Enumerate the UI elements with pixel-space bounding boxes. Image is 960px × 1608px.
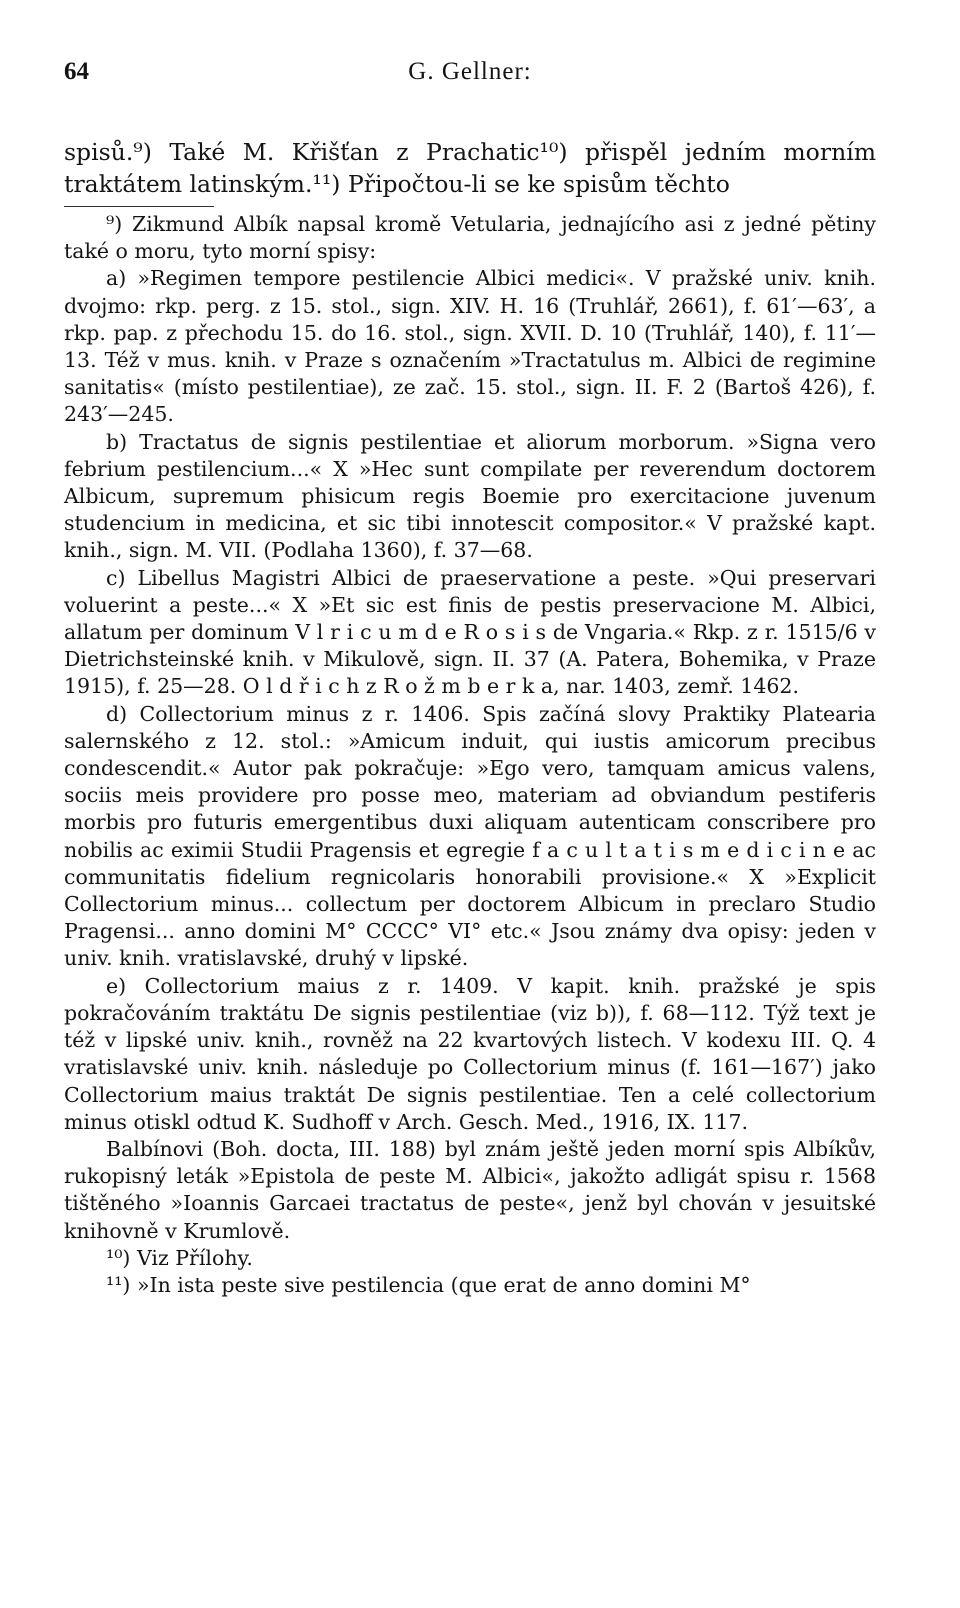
footnote-9-item-e: e) Collectorium maius z r. 1409. V kapit. knih. pražské je spis pokračováním traktátu De signis pestilentiae (viz b)), f. 68—112. Týž text je též v lipské univ. knih., rovněž na 22 kvartových listech. V kodexu III. Q. 4 vratislavské univ. knih. následuje po Collectorium minus (f. 161—167′) jako Collectorium maius traktát De signis pestilentiae. Ten a celé collectorium minus otiskl odtud K. Sudhoff v Arch. Gesch. Med., 1916, IX. 117. — [64, 973, 876, 1134]
running-head: G. Gellner: — [408, 58, 532, 85]
page-header — [64, 58, 876, 98]
footnote-9-item-b: b) Tractatus de signis pestilentiae et aliorum morborum. »Signa vero febrium pestilencium...« X »Hec sunt compilate per reverendum doctorem Albicum, supremum phisicum regis Boemie pro exercitacione juvenum studencium in medicina, et sic tibi innotescit compositor.« V pražské kapt. knih., sign. M. VII. (Podlaha 1360), f. 37—68. — [64, 429, 876, 563]
footnote-9-balbin: Balbínovi (Boh. docta, III. 188) byl znám ještě jeden morní spis Albíkův, rukopisný leták »Epistola de peste M. Albici«, jakožto adligát spisu r. 1568 tištěného »Ioannis Garcaei tractatus de peste«, jenž byl chován v jesuitské knihovně v Krumlově. — [64, 1136, 876, 1243]
page-number: 64 — [64, 58, 89, 85]
document-page — [64, 58, 876, 1299]
footnote-10: ¹⁰) Viz Přílohy. — [106, 1245, 253, 1270]
footnote-9-item-c: c) Libellus Magistri Albici de praeservatione a peste. »Qui preservari voluerint a peste...« X »Et sic est finis de pestis preservacione M. Albici, allatum per dominum V l r i c u m d e R o s i s de Vngaria.« Rkp. z r. 1515/6 v Dietrichsteinské knih. v Mikulově, sign. II. 37 (A. Patera, Bohemika, v Praze 1915), f. 25—28. O l d ř i c h z R o ž m b e r k a, nar. 1403, zemř. 1462. — [64, 565, 876, 699]
footnotes — [64, 211, 876, 1299]
main-paragraph: spisů.⁹) Také M. Křišťan z Prachatic¹⁰) přispěl jedním morním traktátem latinským.¹¹) Připočtou-li se ke spisům těchto — [64, 138, 876, 198]
footnote-separator — [64, 206, 214, 207]
footnote-9-intro: ⁹) Zikmund Albík napsal kromě Vetularia, jednajícího asi z jedné pětiny také o moru, tyto morní spisy: — [64, 212, 876, 264]
footnote-9-item-d: d) Collectorium minus z r. 1406. Spis začíná slovy Praktiky Platearia salernského z 12. stol.: »Amicum induit, qui iustis amicorum precibus condescendit.« Autor pak pokračuje: »Ego vero, tamquam amicus valens, sociis meis providere pro posse meo, materiam ad obviandum pestiferis morbis pro futuris emergentibus duxi aliquam autenticam conscribere pro nobilis ac eximii Studii Pragensis et egregie f a c u l t a t i s m e d i c i n e ac communitatis fidelium regnicolaris honorabili provisione.« X »Explicit Collectorium minus... collectum per doctorem Albicum in preclaro Studio Pragensi... anno domini M° CCCC° VI° etc.« Jsou známy dva opisy: jeden v univ. knih. vratislavské, druhý v lipské. — [64, 701, 876, 971]
main-text — [64, 136, 876, 200]
footnote-11: ¹¹) »In ista peste sive pestilencia (que erat de anno domini M° — [106, 1272, 751, 1297]
footnote-9-item-a: a) »Regimen tempore pestilencie Albici medici«. V pražské univ. knih. dvojmo: rkp. perg. z 15. stol., sign. XIV. H. 16 (Truhlář, 2661), f. 61′—63′, a rkp. pap. z přechodu 15. do 16. stol., sign. XVII. D. 10 (Truhlář, 140), f. 11′—13. Též v mus. knih. v Praze s označením »Tractatulus m. Albici de regimine sanitatis« (místo pestilentiae), ze zač. 15. stol., sign. II. F. 2 (Bartoš 426), f. 243′—245. — [64, 266, 876, 427]
